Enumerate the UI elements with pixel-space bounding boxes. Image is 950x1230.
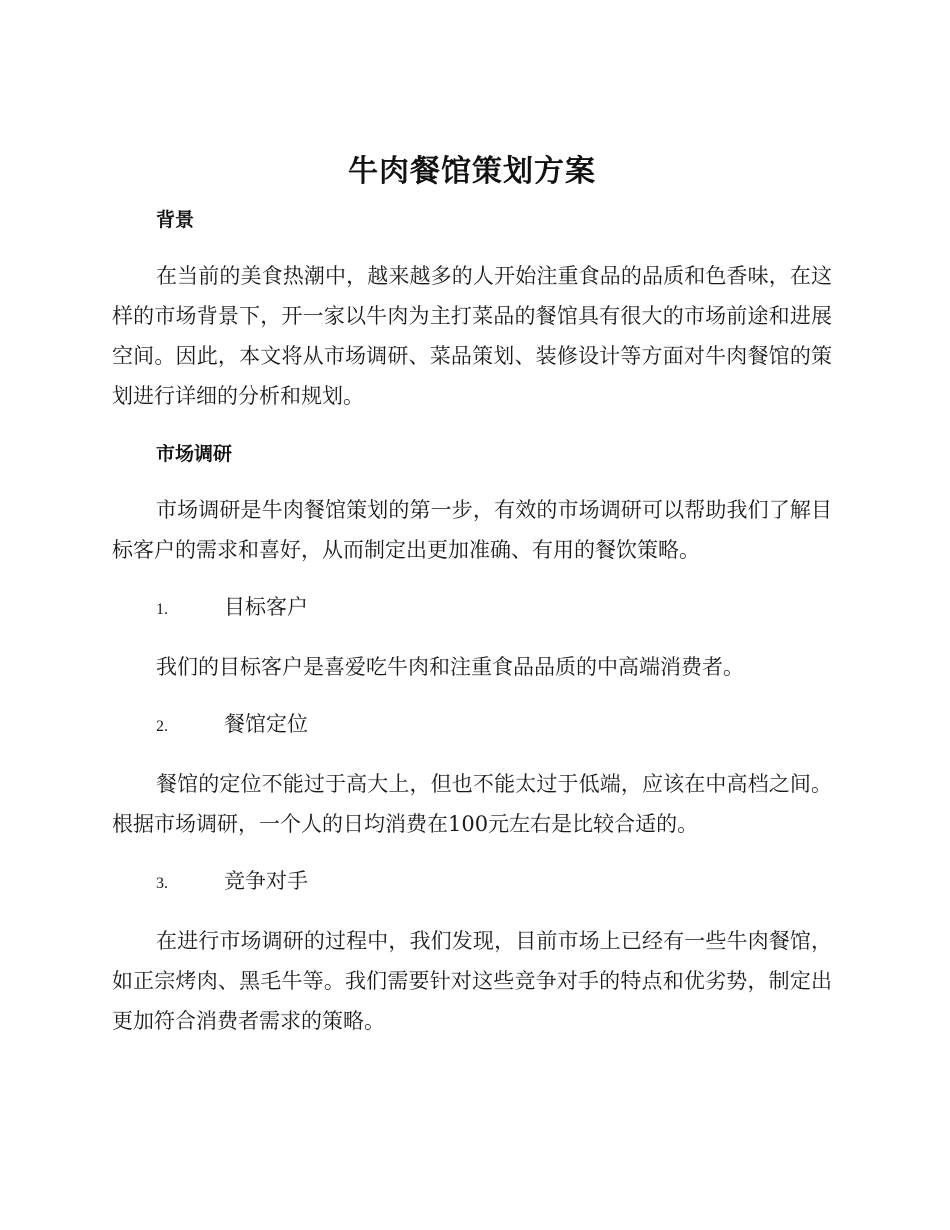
competitors-paragraph: 在进行市场调研的过程中，我们发现，目前市场上已经有一些牛肉餐馆，如正宗烤肉、黑毛牛等。我们需要针对这些竞争对手的特点和优劣势，制定出更加符合消费者需求的策略。 bbox=[112, 929, 832, 1033]
list-item-target-customers bbox=[112, 592, 832, 625]
section-heading-background: 背景 bbox=[156, 209, 195, 231]
list-number: 3. bbox=[156, 875, 168, 892]
document-title: 牛肉餐馆策划方案 bbox=[348, 154, 596, 189]
list-label: 竞争对手 bbox=[224, 869, 308, 893]
market-research-paragraph: 市场调研是牛肉餐馆策划的第一步，有效的市场调研可以帮助我们了解目标客户的需求和喜好，从而制定出更加准确、有用的餐饮策略。 bbox=[112, 498, 832, 562]
list-number: 1. bbox=[156, 601, 168, 618]
positioning-paragraph: 餐馆的定位不能过于高大上，但也不能太过于低端，应该在中高档之间。根据市场调研，一个人的日均消费在100元左右是比较合适的。 bbox=[112, 772, 832, 836]
list-item-positioning bbox=[112, 709, 832, 742]
list-label: 目标客户 bbox=[224, 595, 308, 619]
background-paragraph: 在当前的美食热潮中，越来越多的人开始注重食品的品质和色香味，在这样的市场背景下，开一家以牛肉为主打菜品的餐馆具有很大的市场前途和进展空间。因此，本文将从市场调研、菜品策划、装修设计等方面对牛肉餐馆的策划进行详细的分析和规划。 bbox=[112, 264, 832, 408]
target-customers-paragraph: 我们的目标客户是喜爱吃牛肉和注重食品品质的中高端消费者。 bbox=[156, 655, 744, 679]
list-item-competitors bbox=[112, 866, 832, 899]
document-page bbox=[112, 150, 832, 1041]
list-label: 餐馆定位 bbox=[224, 712, 308, 736]
list-number: 2. bbox=[156, 718, 168, 735]
section-heading-market-research: 市场调研 bbox=[156, 443, 233, 465]
